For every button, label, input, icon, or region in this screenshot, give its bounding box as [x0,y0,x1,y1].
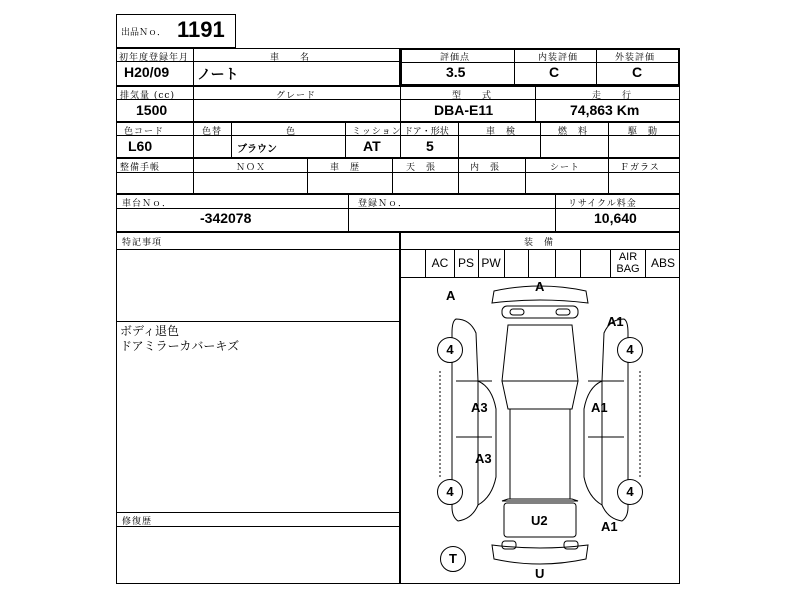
chassis-label: 車台Ｎｏ． [122,199,173,209]
interior-label: 内装評価 [538,53,579,63]
mark-left-front-door: A3 [471,400,488,415]
mark-front-bumper: A [535,279,545,294]
mission-label: ミッション [352,127,402,137]
equip-abs: ABS [650,256,675,270]
nox-label: ＮＯＸ [236,163,267,173]
exterior-label: 外装評価 [615,53,656,63]
equip-ac: AC [431,256,449,270]
remarks-label: 特記事項 [122,238,163,248]
displacement-label: 排気量 (cc) [120,91,175,101]
remark-line-1: ボディ退色 [120,324,180,338]
door-label: ドア・形状 [404,127,449,137]
mark-left-rear-door: A3 [475,451,492,466]
mark-rear-bumper: U [535,566,545,581]
exterior-value: C [632,64,643,80]
recycle-label: リサイクル料金 [568,199,637,209]
car-name-label: 車 名 [270,53,311,63]
mark-right-front-fender: A1 [607,314,624,329]
score-label: 評価点 [440,53,471,63]
car-inspection-diagram [400,277,680,584]
registration-label: 登録Ｎｏ． [358,199,409,209]
sunroof-label: 天 張 [406,163,437,173]
equipment-row [400,249,680,278]
equipment-label: 装 備 [524,238,555,248]
mark-rear-gate: U2 [531,513,548,528]
color-label: 色 [286,127,297,137]
drive-label: 駆 動 [628,127,659,137]
manual-label: 整備手帳 [120,163,161,173]
interior-top-label: 内 張 [470,163,501,173]
equip-ps: PS [457,256,474,270]
equip-airbag: AIR BAG [616,251,640,275]
inspection-label: 車 検 [486,127,517,137]
color-code-value: L60 [128,138,153,154]
seat-label: シート [550,163,581,173]
tire-front-left: 4 [437,337,463,363]
lot-box [116,14,236,48]
mileage-value: 74,863 Km [570,102,640,118]
remark-line-2: ドアミラーカバーキズ [120,339,240,353]
color-value: ブラウン [237,144,277,155]
lot-number: 1191 [177,17,225,42]
mark-right-rear: A1 [601,519,618,534]
recycle-value: 10,640 [594,210,637,226]
chassis-value: -342078 [200,210,252,226]
fuel-label: 燃 料 [558,127,589,137]
remarks-box [116,232,400,584]
mark-right-front-door: A1 [591,400,608,415]
tire-rear-right: 4 [617,479,643,505]
color-code-label: 色コード [124,127,165,137]
repair-label: 修復歴 [122,517,153,527]
tire-rear-left: 4 [437,479,463,505]
mark-front-left: A [446,288,456,303]
model-label: 型 式 [452,91,493,101]
spare-tire: T [440,546,466,572]
mileage-label: 走 行 [592,91,633,101]
score-value: 3.5 [446,64,466,80]
fglass-label: Ｆガラス [620,163,660,173]
tire-front-right: 4 [617,337,643,363]
door-value: 5 [426,138,434,154]
interior-value: C [549,64,560,80]
history-label: 車 歴 [330,163,361,173]
grade-label: グレード [276,91,317,101]
first-reg-value: H20/09 [124,64,170,80]
displacement-value: 1500 [136,102,168,118]
car-name-value: ノート [197,67,239,83]
first-reg-label: 初年度登録年月 [119,53,190,63]
equip-pw: PW [481,256,501,270]
color-change-label: 色替 [202,127,223,137]
row4 [116,158,680,194]
lot-label: 出品Ｎｏ． [121,28,167,38]
mission-value: AT [363,138,381,154]
model-value: DBA-E11 [434,102,494,118]
